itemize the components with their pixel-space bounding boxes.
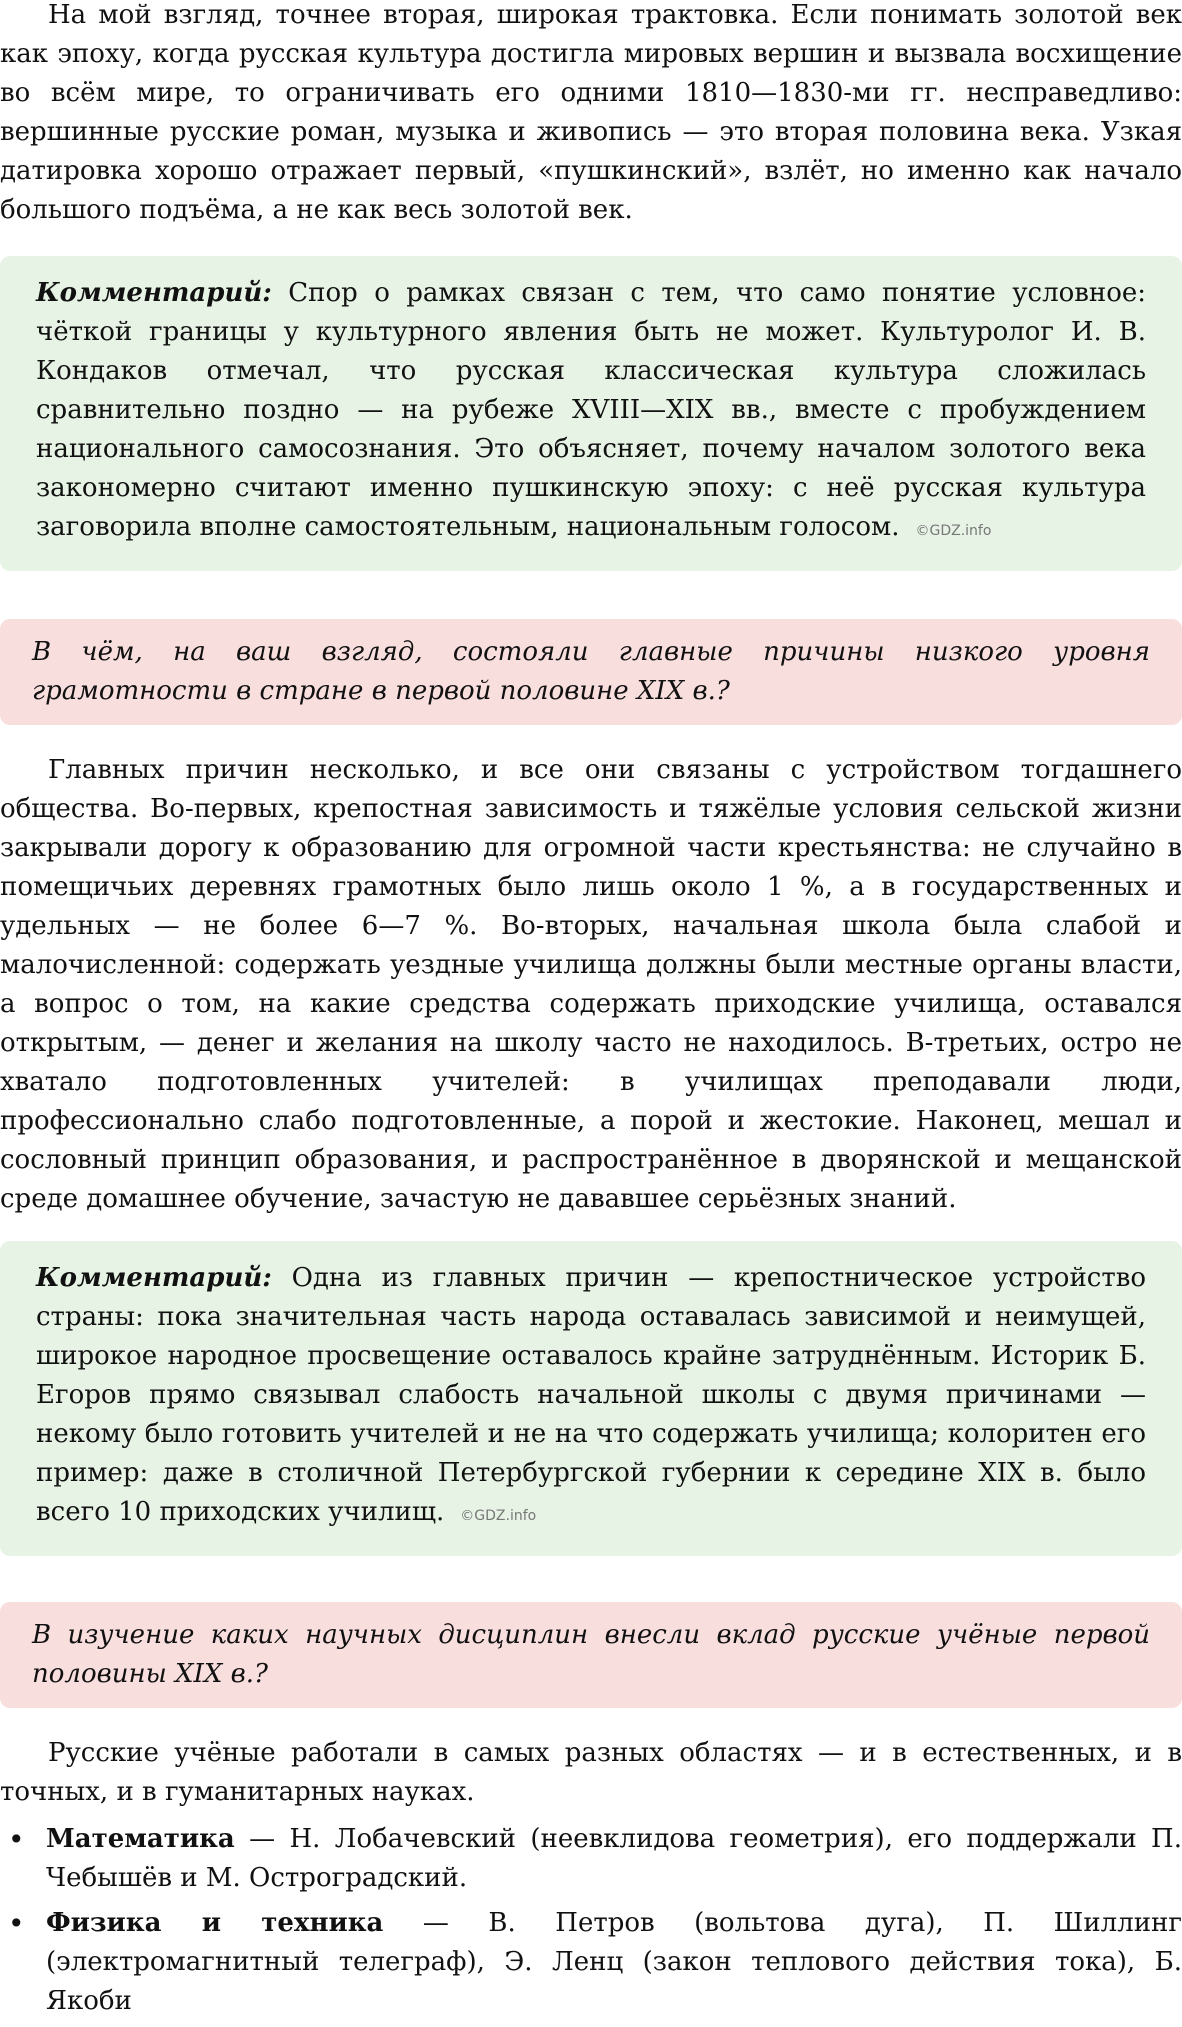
comment-paragraph-1 (36, 274, 1146, 551)
list-item-term: Физика и техника (46, 1908, 384, 1938)
comment-box-1 (0, 256, 1182, 571)
question-text-1: В чём, на ваш взгляд, состояли главные причины низкого уровня грамотности в стране в первой половине XIX в.? (32, 637, 1150, 706)
watermark-2: ©GDZ.info (460, 1508, 537, 1524)
comment-label-2: Комментарий: (36, 1263, 272, 1293)
watermark-1: ©GDZ.info (915, 523, 992, 539)
comment-box-2 (0, 1241, 1182, 1556)
answer-paragraph-golden-age: На мой взгляд, точнее вторая, широкая трактовка. Если понимать золотой век как эпоху, когда русская культура достигла мировых вершин и вызвала восхищение во всём мире, то ограничивать его одними 1810—1830-ми гг. несправедливо: вершинные русские роман, музыка и живопись — это вторая половина века. Узкая датировка хорошо отражает первый, «пушкинский», взлёт, но именно как начало большого подъёма, а не как весь золотой век. (0, 0, 1182, 225)
list-item (0, 1820, 1182, 1898)
list-item-term: Математика (46, 1824, 235, 1854)
question-box-1 (0, 619, 1182, 725)
answer-paragraph-science: Русские учёные работали в самых разных областях — и в естественных, и в точных, и в гуманитарных науках. (0, 1738, 1182, 1807)
answer-paragraph-literacy: Главных причин несколько, и все они связаны с устройством тогдашнего общества. Во-первых, крепостная зависимость и тяжёлые условия сельской жизни закрывали дорогу к образованию для огромной части крестьянства: не случайно в помещичьих деревнях грамотных было лишь около 1 %, а в государственных и удельных — не более 6—7 %. Во-вторых, начальная школа была слабой и малочисленной: содержать уездные училища должны были местные органы власти, а вопрос о том, на какие средства содержать приходские училища, оставался открытым, — денег и желания на школу часто не находилось. В-третьих, остро не хватало подготовленных учителей: в училищах преподавали люди, профессионально слабо подготовленные, а порой и жестокие. Наконец, мешал и сословный принцип образования, и распространённое в дворянской и мещанской среде домашнее обучение, зачастую не дававшее серьёзных знаний. (0, 755, 1182, 1214)
question-text-2: В изучение каких научных дисциплин внесли вклад русские учёные первой половины XIX в.? (32, 1620, 1150, 1689)
comment-text-1: Спор о рамках связан с тем, что само понятие условное: чёткой границы у культурного явления быть не может. Культуролог И. В. Кондаков отмечал, что русская классическая культура сложилась сравнительно поздно — на рубеже XVIII—XIX вв., вместе с пробуждением национального самосознания. Это объясняет, почему началом золотого века закономерно считают именно пушкинскую эпоху: с неё русская культура заговорила вполне самостоятельным, национальным голосом. (36, 278, 1147, 542)
list-item-text: — Н. Лобачевский (неевклидова геометрия), его поддержали П. Чебышёв и М. Остроградский. (46, 1824, 1182, 1893)
comment-label-1: Комментарий: (36, 278, 272, 308)
list-item-text: — В. Петров (вольтова дуга), П. Шиллинг (электромагнитный телеграф), Э. Ленц (закон теплового действия тока), Б. Якоби (46, 1908, 1182, 2016)
question-box-2 (0, 1602, 1182, 1708)
list-item (0, 1904, 1182, 2021)
science-list (0, 1820, 1182, 2021)
comment-paragraph-2 (36, 1259, 1146, 1536)
comment-text-2: Одна из главных причин — крепостническое устройство страны: пока значительная часть народа оставалась зависимой и неимущей, широкое народное просвещение оставалось крайне затруднённым. Историк Б. Егоров прямо связывал слабость начальной школы с двумя причинами — некому было готовить учителей и не на что содержать училища; колоритен его пример: даже в столичной Петербургской губернии к середине XIX в. было всего 10 приходских училищ. (36, 1263, 1147, 1527)
